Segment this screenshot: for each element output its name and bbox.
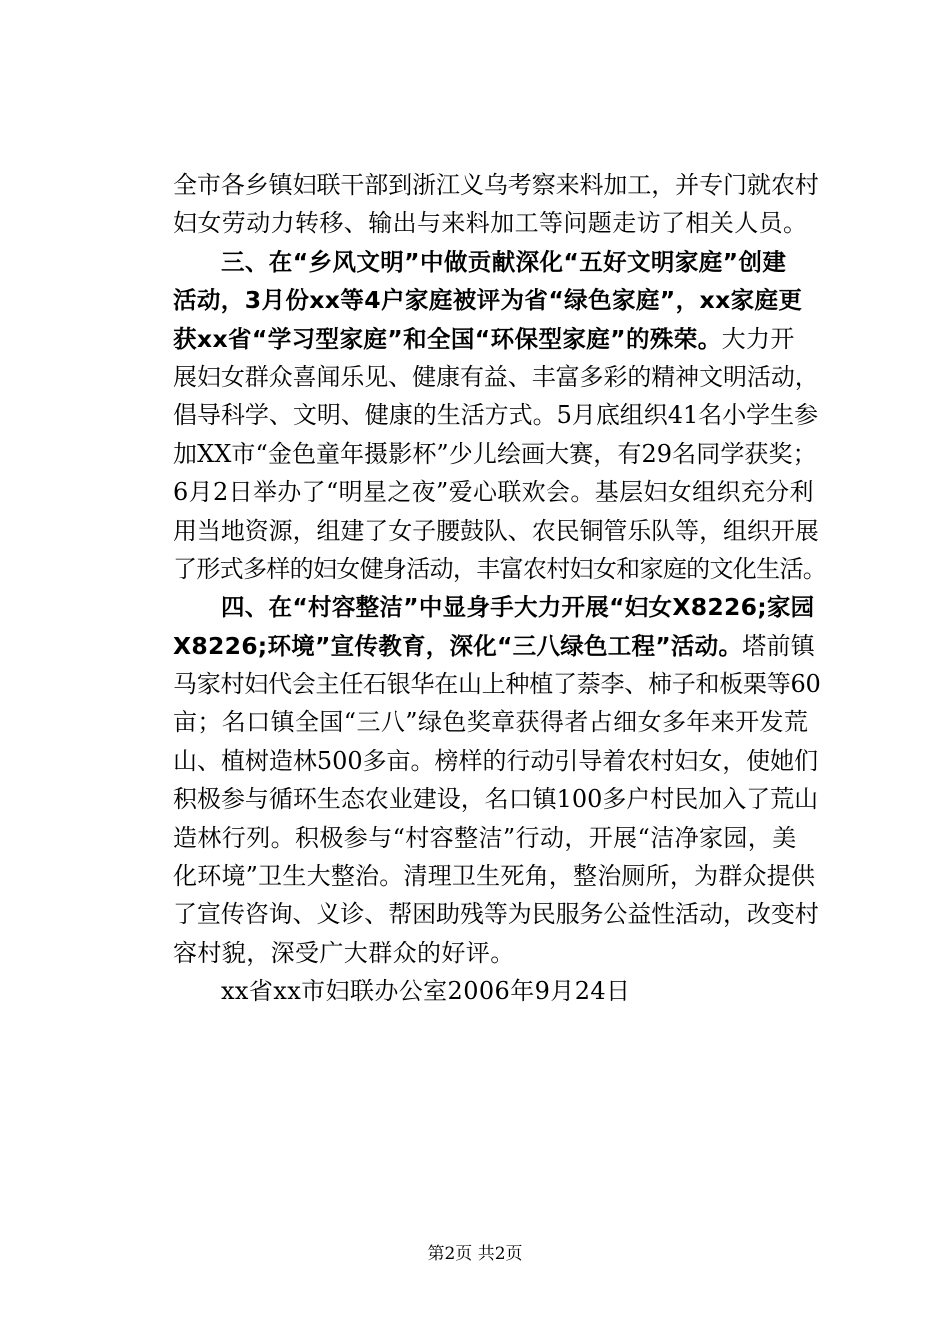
signature-line: [173, 972, 813, 1010]
text-run: 倡导科学、文明、健康的生活方式。5月底组织41名小学生参: [173, 401, 819, 430]
text-line: [173, 473, 813, 511]
document-body: [173, 166, 827, 1011]
text-line: [173, 281, 813, 319]
text-line: [173, 358, 819, 396]
text-line: [173, 819, 813, 857]
text-run: 积极参与循环生态农业建设，名口镇100多户村民加入了荒山: [173, 785, 819, 814]
text-line: [173, 665, 821, 703]
page-footer: 第2页 共2页: [427, 1244, 523, 1264]
heading-run: 三、在“乡风文明”中做贡献深化“五好文明家庭”创建: [221, 247, 787, 276]
text-run: 全市各乡镇妇联干部到浙江义乌考察来料加工，并专门就农村: [173, 171, 819, 199]
text-run: 容村貌，深受广大群众的好评。: [173, 938, 515, 967]
text-line: [173, 512, 819, 550]
text-run: 加XX市“金色童年摄影杯”少儿绘画大赛，有29名同学获奖；: [173, 439, 817, 468]
text-run: 6月2日举办了“明星之夜”爱心联欢会。基层妇女组织充分利: [173, 478, 814, 507]
text-run: 化环境”卫生大整治。清理卫生死角，整治厕所，为群众提供: [173, 862, 816, 891]
heading-run: 四、在“村容整洁”中显身手大力开展“妇女X8226;家园: [221, 593, 815, 622]
heading-run: X8226;环境”宣传教育，深化“三八绿色工程”活动。: [173, 631, 743, 660]
text-run: 造林行列。积极参与“村容整洁”行动，开展“洁净家园，美: [173, 823, 797, 852]
text-run: 展妇女群众喜闻乐见、健康有益、丰富多彩的精神文明活动，: [173, 362, 819, 391]
text-line: [173, 435, 817, 473]
text-run: 马家村妇代会主任石银华在山上种植了萘李、柿子和板栗等60: [173, 670, 821, 699]
text-line: [173, 396, 819, 434]
heading-run: 活动，3月份xx等4户家庭被评为省“绿色家庭”，xx家庭更: [173, 286, 803, 315]
text-line: [173, 703, 813, 741]
text-line: [173, 320, 813, 358]
text-line: [173, 780, 819, 818]
heading-run: 获xx省“学习型家庭”和全国“环保型家庭”的殊荣。: [173, 324, 722, 353]
text-run: 大力开: [721, 324, 795, 353]
text-line: [173, 550, 827, 588]
text-run: 用当地资源，组建了女子腰鼓队、农民铜管乐队等，组织开展: [173, 516, 819, 545]
text-line: [173, 166, 819, 204]
section-heading-4: [173, 588, 813, 626]
text-line: [173, 895, 819, 933]
text-run: 山、植树造林500多亩。榜样的行动引导着农村妇女，使她们: [173, 746, 819, 775]
text-run: 塔前镇: [742, 631, 815, 660]
text-line: [173, 934, 813, 972]
text-line: [173, 204, 813, 242]
text-run: 了形式多样的妇女健身活动，丰富农村妇女和家庭的文化生活。: [173, 554, 827, 583]
text-run: 了宣传咨询、义诊、帮困助残等为民服务公益性活动，改变村: [173, 900, 819, 929]
text-line: [173, 742, 819, 780]
text-run: 妇女劳动力转移、输出与来料加工等问题走访了相关人员。: [173, 209, 808, 238]
section-heading-3: [173, 243, 813, 281]
signature-text: xx省xx市妇联办公室2006年9月24日: [221, 977, 631, 1006]
text-run: 亩；名口镇全国“三八”绿色奖章获得者占细女多年来开发荒: [173, 708, 809, 737]
text-line: [173, 857, 816, 895]
text-line: [173, 627, 813, 665]
